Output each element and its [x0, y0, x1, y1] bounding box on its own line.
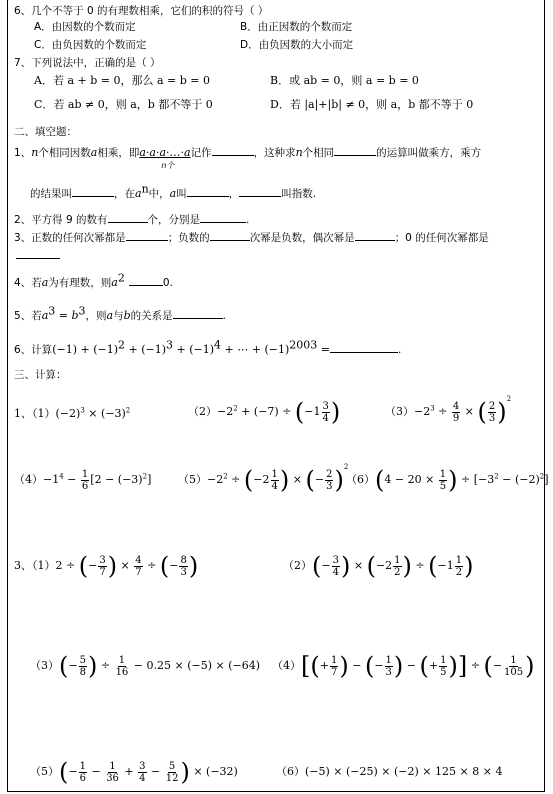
fill-1-line2: 的结果叫 ，在$a^n$中，a叫 ， 叫指数. — [30, 182, 317, 200]
q7-option-c: C．若 ab ≠ 0，则 a，b 都不等于 0 — [34, 98, 213, 111]
calc-3-6: （6）(−5) × (−25) × (−2) × 125 × 8 × 4 — [276, 765, 503, 778]
q6-option-c: C．由负因数的个数而定 — [34, 39, 147, 51]
abs-expression: |a|+|b| — [304, 98, 342, 111]
fill-5: 5、若$a^3 = b^3$，则a与b的关系是 . — [14, 304, 226, 322]
n-brace-label: n个 — [161, 161, 175, 170]
calc-3-2: （2）(− $\frac{3}{4}$ ) × (−2 $\frac{1}{2}$ ) ÷ (−1 $\frac{1}{2}$ ) — [283, 552, 474, 580]
q6-option-b: B．由正因数的个数而定 — [240, 21, 353, 33]
blank[interactable] — [200, 212, 246, 223]
fill-3: 3、正数的任何次幂都是 ；负数的 次幂是负数，偶次幂是 ；0 的任何次幂都是 — [14, 232, 489, 244]
calc-3-1: 3、（1）2 ÷ (− $\frac{3}{7}$ ) × $\frac{4}{7}$ ÷ (− $\frac{8}{3}$ ) — [14, 552, 199, 580]
blank[interactable] — [239, 186, 281, 197]
fill-6: 6、计算$(-1) + (-1)^2 + (-1)^3 + (-1)^4$ + ⋯ + $(-1)^{2003}$ = . — [14, 338, 402, 356]
calc-3-5: （5）(− $\frac{1}{6}$ − $\frac{1}{36}$ + $\frac{3}{4}$ − $\frac{5}{12}$ ) × (−32) — [30, 758, 238, 786]
blank[interactable] — [108, 212, 148, 223]
blank[interactable] — [355, 230, 395, 241]
q7-option-a: A．若 a + b = 0，那么 a = b = 0 — [34, 74, 210, 87]
q7-option-b: B．或 ab = 0，则 a = b = 0 — [270, 74, 419, 87]
blank[interactable] — [187, 186, 229, 197]
q6-stem: 6、几个不等于 0 的有理数相乘，它们的积的符号（ ） — [14, 5, 269, 17]
q6-option-d: D．由负因数的大小而定 — [240, 39, 354, 51]
section-3-title: 三、计算： — [14, 369, 67, 381]
calc-1-5: $(5)-2^2 \div (-2$ $\frac{1}{4}$ ) × (− $\frac{2}{3}$ )$^2$ — [178, 463, 349, 494]
blank[interactable] — [126, 230, 168, 241]
blank[interactable] — [212, 145, 254, 156]
calc-1-6: （6）(4 − 20 × $\frac{1}{5}$ ) ÷ $[-3^2 - (-2)^2]$ — [346, 466, 549, 494]
fill-1-line1: 1、n个相同因数a相乘，即a·a·a·…·a n个 记作 ，这种求n个相同 的运算叫做乘方，乘方 — [14, 145, 481, 160]
fill-2: 2、平方得 9 的数有 个，分别是 . — [14, 214, 250, 226]
blank[interactable] — [16, 248, 60, 259]
blank[interactable] — [173, 308, 223, 319]
section-2-title: 二、填空题： — [14, 126, 77, 138]
calc-1-1: 1、$(1)(-2)^3 \times (-3)^2$ — [14, 406, 131, 420]
blank[interactable] — [129, 275, 163, 286]
q6-option-a: A．由因数的个数而定 — [34, 21, 136, 33]
calc-1-4: $(4)-1^4$ − $\frac{1}{6}$ $[2 - (-3)^2]$ — [14, 468, 152, 492]
calc-3-4: （4）[(+ $\frac{1}{7}$ ) − (− $\frac{1}{3}$ ) − (+ $\frac{1}{5}$ )] ÷ (− $\frac{1}{105}$ ) — [272, 652, 535, 680]
blank[interactable] — [210, 230, 250, 241]
blank[interactable] — [334, 145, 376, 156]
q7-option-d: D．若 |a|+|b| ≠ 0，则 a，b 都不等于 0 — [270, 98, 474, 111]
calc-1-3: $(3)-2^3$ ÷ $\frac{4}{9}$ × ( $\frac{2}{3}$ )$^2$ — [385, 395, 512, 426]
blank[interactable] — [330, 342, 398, 353]
product-expression: a·a·a·…·a — [139, 146, 191, 159]
q7-stem: 7、下列说法中，正确的是（ ） — [14, 57, 161, 69]
fill-4: 4、若a为有理数，则$a^2$ 0. — [14, 271, 173, 289]
blank[interactable] — [72, 186, 114, 197]
calc-3-3: （3）(− $\frac{5}{8}$ ) ÷ $\frac{1}{16}$ − 0.25 × (−5) × (−64) — [30, 652, 261, 680]
calc-1-2: $(2)-2^2 + (-7) \div (-1$ $\frac{3}{4}$ ) — [188, 398, 341, 426]
